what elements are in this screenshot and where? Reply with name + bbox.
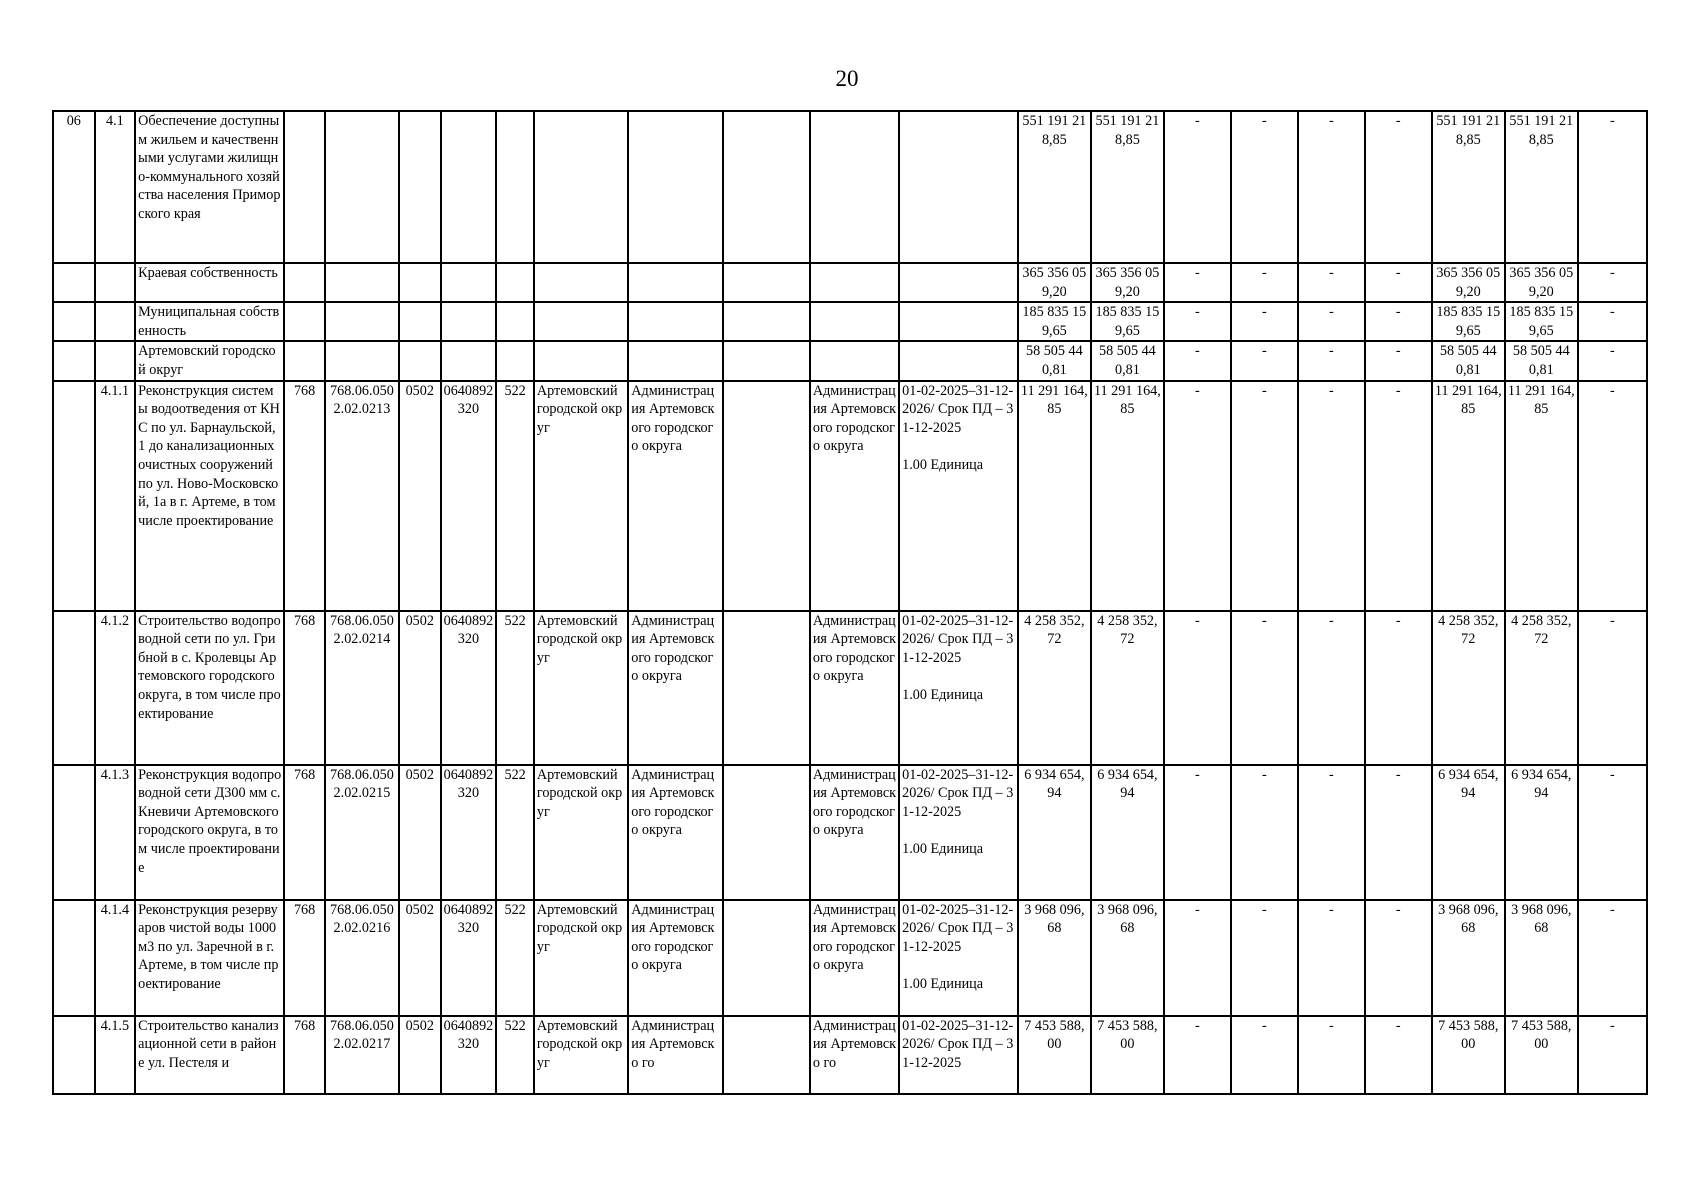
amount-regional-2025-cell: 551 191 218,85 bbox=[1505, 111, 1578, 263]
dash-cell: - bbox=[1365, 111, 1432, 263]
dash-cell: - bbox=[1578, 381, 1647, 611]
name-cell: Муниципальная собственность bbox=[135, 302, 284, 341]
territory-cell bbox=[534, 302, 628, 341]
kbk-cell: 768.06.0502.02.0215 bbox=[325, 765, 399, 900]
code-cell bbox=[53, 765, 95, 900]
dash-cell: - bbox=[1231, 765, 1298, 900]
num-cell bbox=[95, 341, 136, 380]
num-cell: 4.1.2 bbox=[95, 611, 136, 765]
grbs-cell: 768 bbox=[284, 900, 325, 1016]
page-number: 20 bbox=[835, 66, 859, 91]
executor-cell bbox=[810, 341, 899, 380]
table-row bbox=[53, 900, 1647, 1016]
grbs-cell: 768 bbox=[284, 765, 325, 900]
dash-cell: - bbox=[1365, 381, 1432, 611]
amount-regional-cell: 6 934 654,94 bbox=[1432, 765, 1505, 900]
dash-cell: - bbox=[1365, 765, 1432, 900]
program-table bbox=[52, 110, 1648, 1095]
code-cell bbox=[53, 341, 95, 380]
grbs-cell bbox=[284, 263, 325, 302]
amount-total-cell: 3 968 096,68 bbox=[1018, 900, 1091, 1016]
amount-regional-cell: 551 191 218,85 bbox=[1432, 111, 1505, 263]
deadline-cell: 01-02-2025–31-12-2026/ Срок ПД – 31-12-2025 1.00 Единица bbox=[899, 900, 1018, 1016]
territory-cell: Артемовский городской округ bbox=[534, 765, 628, 900]
vr-cell: 522 bbox=[496, 900, 534, 1016]
name-cell: Артемовский городской округ bbox=[135, 341, 284, 380]
csr-cell: 0640892320 bbox=[441, 1016, 497, 1094]
amount-regional-cell: 185 835 159,65 bbox=[1432, 302, 1505, 341]
csr-cell bbox=[441, 302, 497, 341]
territory-cell: Артемовский городской округ bbox=[534, 900, 628, 1016]
amount-total-cell: 365 356 059,20 bbox=[1018, 263, 1091, 302]
dash-cell: - bbox=[1365, 1016, 1432, 1094]
dash-cell: - bbox=[1164, 341, 1231, 380]
num-cell: 4.1.4 bbox=[95, 900, 136, 1016]
grbs-cell bbox=[284, 341, 325, 380]
num-cell: 4.1.5 bbox=[95, 1016, 136, 1094]
deadline-cell: 01-02-2025–31-12-2026/ Срок ПД – 31-12-2025 1.00 Единица bbox=[899, 765, 1018, 900]
customer-cell: Администрация Артемовского городского округа bbox=[628, 765, 722, 900]
amount-2025-cell: 7 453 588,00 bbox=[1091, 1016, 1164, 1094]
executor-cell: Администрация Артемовского городского округа bbox=[810, 900, 899, 1016]
kbk-cell: 768.06.0502.02.0216 bbox=[325, 900, 399, 1016]
amount-2025-cell: 551 191 218,85 bbox=[1091, 111, 1164, 263]
kbk-cell bbox=[325, 302, 399, 341]
table-row bbox=[53, 341, 1647, 380]
vr-cell bbox=[496, 341, 534, 380]
deadline-cell bbox=[899, 302, 1018, 341]
territory-cell: Артемовский городской округ bbox=[534, 611, 628, 765]
amount-2025-cell: 6 934 654,94 bbox=[1091, 765, 1164, 900]
code-cell bbox=[53, 900, 95, 1016]
dash-cell: - bbox=[1578, 111, 1647, 263]
dash-cell: - bbox=[1578, 263, 1647, 302]
vr-cell: 522 bbox=[496, 611, 534, 765]
customer-cell bbox=[628, 302, 722, 341]
dash-cell: - bbox=[1365, 341, 1432, 380]
num-cell: 4.1.3 bbox=[95, 765, 136, 900]
territory-cell bbox=[534, 263, 628, 302]
dash-cell: - bbox=[1231, 302, 1298, 341]
grbs-cell bbox=[284, 111, 325, 263]
rz-cell: 0502 bbox=[399, 381, 441, 611]
dash-cell: - bbox=[1578, 1016, 1647, 1094]
grbs-cell: 768 bbox=[284, 381, 325, 611]
amount-regional-2025-cell: 6 934 654,94 bbox=[1505, 765, 1578, 900]
kbk-cell: 768.06.0502.02.0217 bbox=[325, 1016, 399, 1094]
amount-regional-2025-cell: 3 968 096,68 bbox=[1505, 900, 1578, 1016]
dash-cell: - bbox=[1164, 611, 1231, 765]
grbs-cell: 768 bbox=[284, 611, 325, 765]
dash-cell: - bbox=[1298, 302, 1365, 341]
deadline-cell: 01-02-2025–31-12-2026/ Срок ПД – 31-12-2025 1.00 Единица bbox=[899, 611, 1018, 765]
executor-cell: Администрация Артемовского городского округа bbox=[810, 611, 899, 765]
amount-regional-cell: 7 453 588,00 bbox=[1432, 1016, 1505, 1094]
customer-cell: Администрация Артемовско го bbox=[628, 1016, 722, 1094]
deadline-cell bbox=[899, 341, 1018, 380]
table-row bbox=[53, 1016, 1647, 1094]
rz-cell: 0502 bbox=[399, 1016, 441, 1094]
csr-cell bbox=[441, 111, 497, 263]
amount-regional-cell: 3 968 096,68 bbox=[1432, 900, 1505, 1016]
customer-cell: Администрация Артемовского городского округа bbox=[628, 611, 722, 765]
executor-cell: Администрация Артемовско го bbox=[810, 1016, 899, 1094]
dash-cell: - bbox=[1164, 302, 1231, 341]
vr-cell bbox=[496, 302, 534, 341]
num-cell: 4.1.1 bbox=[95, 381, 136, 611]
name-cell: Краевая собственность bbox=[135, 263, 284, 302]
empty-cell bbox=[723, 341, 810, 380]
table-row bbox=[53, 381, 1647, 611]
empty-cell bbox=[723, 900, 810, 1016]
name-cell: Обеспечение доступным жильем и качественными услугами жилищно-коммунального хозяйства населения Приморского края bbox=[135, 111, 284, 263]
table-row bbox=[53, 302, 1647, 341]
amount-regional-2025-cell: 185 835 159,65 bbox=[1505, 302, 1578, 341]
empty-cell bbox=[723, 381, 810, 611]
vr-cell: 522 bbox=[496, 1016, 534, 1094]
dash-cell: - bbox=[1164, 765, 1231, 900]
deadline-cell bbox=[899, 111, 1018, 263]
dash-cell: - bbox=[1231, 1016, 1298, 1094]
amount-regional-2025-cell: 7 453 588,00 bbox=[1505, 1016, 1578, 1094]
vr-cell: 522 bbox=[496, 765, 534, 900]
executor-cell: Администрация Артемовского городского округа bbox=[810, 381, 899, 611]
name-cell: Реконструкция водопроводной сети Д300 мм с. Кневичи Артемовского городского округа, в том числе проектирование bbox=[135, 765, 284, 900]
dash-cell: - bbox=[1164, 900, 1231, 1016]
csr-cell: 0640892320 bbox=[441, 611, 497, 765]
dash-cell: - bbox=[1298, 341, 1365, 380]
rz-cell bbox=[399, 263, 441, 302]
amount-regional-2025-cell: 365 356 059,20 bbox=[1505, 263, 1578, 302]
dash-cell: - bbox=[1578, 900, 1647, 1016]
territory-cell bbox=[534, 341, 628, 380]
name-cell: Реконструкция системы водоотведения от КНС по ул. Барнаульской, 1 до канализационных очистных сооружений по ул. Ново-Московской, 1а в г. Артеме, в том числе проектирование bbox=[135, 381, 284, 611]
amount-total-cell: 551 191 218,85 bbox=[1018, 111, 1091, 263]
amount-total-cell: 58 505 440,81 bbox=[1018, 341, 1091, 380]
territory-cell: Артемовский городской округ bbox=[534, 381, 628, 611]
rz-cell bbox=[399, 341, 441, 380]
dash-cell: - bbox=[1231, 341, 1298, 380]
amount-total-cell: 11 291 164,85 bbox=[1018, 381, 1091, 611]
csr-cell: 0640892320 bbox=[441, 381, 497, 611]
dash-cell: - bbox=[1365, 900, 1432, 1016]
amount-regional-cell: 365 356 059,20 bbox=[1432, 263, 1505, 302]
dash-cell: - bbox=[1578, 765, 1647, 900]
deadline-cell: 01-02-2025–31-12-2026/ Срок ПД – 31-12-2025 bbox=[899, 1016, 1018, 1094]
dash-cell: - bbox=[1365, 302, 1432, 341]
kbk-cell bbox=[325, 111, 399, 263]
amount-total-cell: 7 453 588,00 bbox=[1018, 1016, 1091, 1094]
deadline-cell: 01-02-2025–31-12-2026/ Срок ПД – 31-12-2025 1.00 Единица bbox=[899, 381, 1018, 611]
dash-cell: - bbox=[1298, 765, 1365, 900]
amount-2025-cell: 185 835 159,65 bbox=[1091, 302, 1164, 341]
customer-cell: Администрация Артемовского городского округа bbox=[628, 900, 722, 1016]
amount-2025-cell: 365 356 059,20 bbox=[1091, 263, 1164, 302]
grbs-cell: 768 bbox=[284, 1016, 325, 1094]
name-cell: Строительство водопроводной сети по ул. Грибной в с. Кролевцы Артемовского городского округа, в том числе проектирование bbox=[135, 611, 284, 765]
kbk-cell bbox=[325, 263, 399, 302]
rz-cell bbox=[399, 302, 441, 341]
amount-regional-cell: 11 291 164,85 bbox=[1432, 381, 1505, 611]
empty-cell bbox=[723, 611, 810, 765]
rz-cell bbox=[399, 111, 441, 263]
csr-cell: 0640892320 bbox=[441, 900, 497, 1016]
grbs-cell bbox=[284, 302, 325, 341]
kbk-cell bbox=[325, 341, 399, 380]
dash-cell: - bbox=[1298, 381, 1365, 611]
dash-cell: - bbox=[1231, 111, 1298, 263]
empty-cell bbox=[723, 263, 810, 302]
territory-cell bbox=[534, 111, 628, 263]
dash-cell: - bbox=[1231, 611, 1298, 765]
amount-regional-2025-cell: 4 258 352,72 bbox=[1505, 611, 1578, 765]
customer-cell bbox=[628, 341, 722, 380]
amount-2025-cell: 11 291 164,85 bbox=[1091, 381, 1164, 611]
executor-cell bbox=[810, 302, 899, 341]
dash-cell: - bbox=[1231, 900, 1298, 1016]
csr-cell bbox=[441, 341, 497, 380]
dash-cell: - bbox=[1298, 1016, 1365, 1094]
table-row bbox=[53, 263, 1647, 302]
dash-cell: - bbox=[1231, 263, 1298, 302]
dash-cell: - bbox=[1578, 611, 1647, 765]
executor-cell bbox=[810, 111, 899, 263]
num-cell: 4.1 bbox=[95, 111, 136, 263]
code-cell bbox=[53, 1016, 95, 1094]
table-row bbox=[53, 111, 1647, 263]
empty-cell bbox=[723, 302, 810, 341]
amount-total-cell: 185 835 159,65 bbox=[1018, 302, 1091, 341]
code-cell bbox=[53, 611, 95, 765]
executor-cell: Администрация Артемовского городского округа bbox=[810, 765, 899, 900]
rz-cell: 0502 bbox=[399, 765, 441, 900]
code-cell bbox=[53, 302, 95, 341]
executor-cell bbox=[810, 263, 899, 302]
dash-cell: - bbox=[1164, 263, 1231, 302]
kbk-cell: 768.06.0502.02.0213 bbox=[325, 381, 399, 611]
customer-cell: Администрация Артемовского городского округа bbox=[628, 381, 722, 611]
kbk-cell: 768.06.0502.02.0214 bbox=[325, 611, 399, 765]
num-cell bbox=[95, 302, 136, 341]
amount-regional-2025-cell: 11 291 164,85 bbox=[1505, 381, 1578, 611]
amount-2025-cell: 4 258 352,72 bbox=[1091, 611, 1164, 765]
dash-cell: - bbox=[1298, 263, 1365, 302]
code-cell bbox=[53, 381, 95, 611]
amount-regional-cell: 58 505 440,81 bbox=[1432, 341, 1505, 380]
deadline-cell bbox=[899, 263, 1018, 302]
amount-regional-2025-cell: 58 505 440,81 bbox=[1505, 341, 1578, 380]
dash-cell: - bbox=[1164, 1016, 1231, 1094]
table-row bbox=[53, 765, 1647, 900]
vr-cell bbox=[496, 111, 534, 263]
vr-cell: 522 bbox=[496, 381, 534, 611]
name-cell: Реконструкция резервуаров чистой воды 1000 м3 по ул. Заречной в г. Артеме, в том числе проектирование bbox=[135, 900, 284, 1016]
amount-2025-cell: 58 505 440,81 bbox=[1091, 341, 1164, 380]
amount-2025-cell: 3 968 096,68 bbox=[1091, 900, 1164, 1016]
territory-cell: Артемовский городской округ bbox=[534, 1016, 628, 1094]
customer-cell bbox=[628, 263, 722, 302]
csr-cell: 0640892320 bbox=[441, 765, 497, 900]
dash-cell: - bbox=[1578, 341, 1647, 380]
rz-cell: 0502 bbox=[399, 900, 441, 1016]
code-cell: 06 bbox=[53, 111, 95, 263]
empty-cell bbox=[723, 765, 810, 900]
dash-cell: - bbox=[1578, 302, 1647, 341]
empty-cell bbox=[723, 1016, 810, 1094]
empty-cell bbox=[723, 111, 810, 263]
table-row bbox=[53, 611, 1647, 765]
customer-cell bbox=[628, 111, 722, 263]
dash-cell: - bbox=[1164, 381, 1231, 611]
num-cell bbox=[95, 263, 136, 302]
dash-cell: - bbox=[1298, 611, 1365, 765]
amount-total-cell: 6 934 654,94 bbox=[1018, 765, 1091, 900]
name-cell: Строительство канализационной сети в районе ул. Пестеля и bbox=[135, 1016, 284, 1094]
dash-cell: - bbox=[1365, 611, 1432, 765]
dash-cell: - bbox=[1164, 111, 1231, 263]
dash-cell: - bbox=[1298, 111, 1365, 263]
vr-cell bbox=[496, 263, 534, 302]
amount-total-cell: 4 258 352,72 bbox=[1018, 611, 1091, 765]
dash-cell: - bbox=[1298, 900, 1365, 1016]
amount-regional-cell: 4 258 352,72 bbox=[1432, 611, 1505, 765]
code-cell bbox=[53, 263, 95, 302]
csr-cell bbox=[441, 263, 497, 302]
dash-cell: - bbox=[1231, 381, 1298, 611]
dash-cell: - bbox=[1365, 263, 1432, 302]
rz-cell: 0502 bbox=[399, 611, 441, 765]
